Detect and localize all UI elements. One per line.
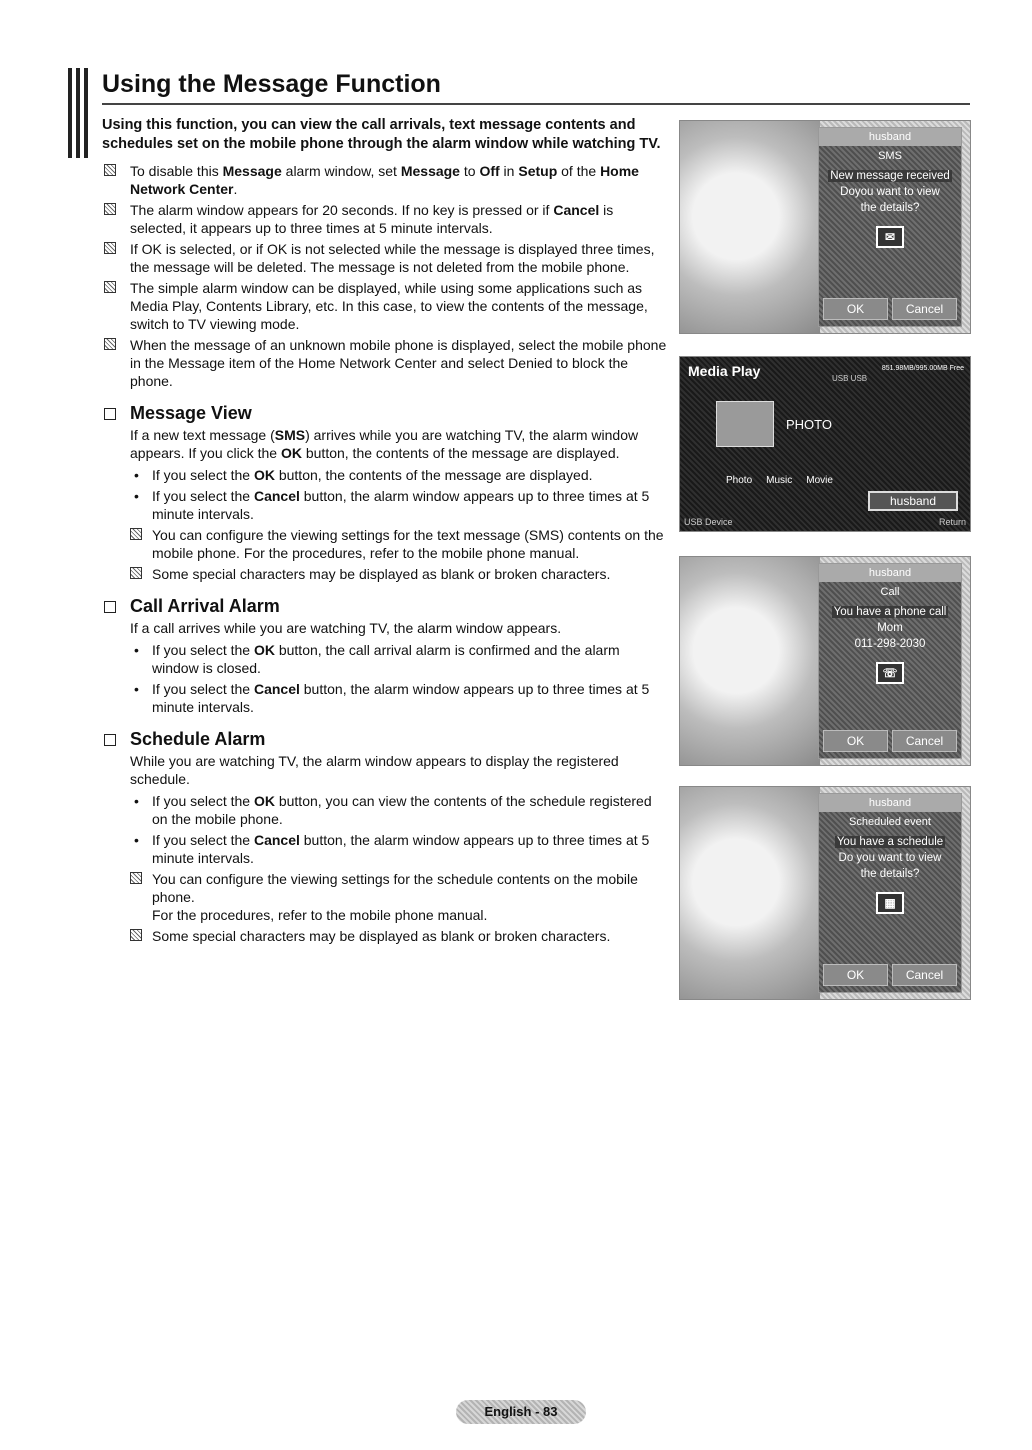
tile-photo[interactable]: Photo [726, 475, 753, 486]
ok-button[interactable]: OK [823, 730, 888, 752]
section-heading: Message View [130, 403, 252, 423]
subnote-list [102, 526, 668, 583]
bullet-list [102, 641, 668, 716]
bullet-item: • If you select the Cancel button, the alarm window appears up to three times at 5 minute intervals. [102, 487, 668, 523]
note-item: The simple alarm window can be displayed, while using some applications such as Media Play, Contents Library, etc. In this case, to view the contents of the message, switch to TV viewing mode. [102, 279, 668, 333]
tile-movie[interactable]: Movie [806, 475, 833, 486]
note-item: When the message of an unknown mobile phone is displayed, select the mobile phone in the Message item of the Home Network Center and select Denied to block the phone. [102, 336, 668, 390]
section-paragraph: While you are watching TV, the alarm window appears to display the registered schedule. [130, 753, 619, 787]
note-item: The alarm window appears for 20 seconds. If no key is pressed or if Cancel is selected, it appears up to three times at 5 minute intervals. [102, 201, 668, 237]
envelope-icon: ✉ [876, 226, 904, 248]
alarm-notification[interactable]: husband [868, 491, 958, 511]
section-call-alarm [102, 597, 668, 716]
main-content [102, 162, 668, 948]
usb-label: USB USB [832, 374, 868, 383]
alarm-title: SMS [878, 150, 902, 162]
checkbox-icon [104, 734, 116, 746]
media-play-title: Media Play [688, 363, 761, 379]
caller-name: husband [819, 794, 961, 812]
note-icon [104, 203, 116, 215]
alarm-message: New message received [830, 170, 950, 182]
bullet-item: • If you select the Cancel button, the alarm window appears up to three times at 5 minute intervals. [102, 680, 668, 716]
section-paragraph: If a new text message (SMS) arrives while you are watching TV, the alarm window appears. If you click the OK button, the contents of the message are displayed. [130, 427, 639, 461]
caller-name: husband [819, 128, 961, 146]
bullet-list [102, 792, 668, 867]
subnote: Some special characters may be displayed as blank or broken characters. [102, 927, 668, 945]
note-icon [130, 872, 142, 884]
section-message-view [102, 404, 668, 583]
background-photo [680, 787, 820, 999]
background-photo [680, 557, 820, 765]
section-paragraph: If a call arrives while you are watching TV, the alarm window appears. [130, 620, 562, 636]
subnote: You can configure the viewing settings for the schedule contents on the mobile phone. For the procedures, refer to the mobile phone manual. [102, 870, 668, 924]
sms-alarm-screenshot [679, 120, 971, 334]
page-title: Using the Message Function [102, 70, 441, 98]
note-icon [104, 338, 116, 350]
call-alarm-screenshot [679, 556, 971, 766]
alarm-title: Call [880, 586, 900, 598]
note-icon [130, 528, 142, 540]
note-icon [104, 242, 116, 254]
note-item: To disable this Message alarm window, set Message to Off in Setup of the Home Network Center. [102, 162, 668, 198]
section-heading: Schedule Alarm [130, 729, 266, 749]
note-item: If OK is selected, or if OK is not selected while the message is displayed three times, the message will be deleted. The message is not deleted from the mobile phone. [102, 240, 668, 276]
cancel-button[interactable]: Cancel [892, 964, 957, 986]
caller-name: husband [819, 564, 961, 582]
alarm-window: husband SMS New message received Doyou want to view the details? ✉ OK Cancel [818, 127, 962, 327]
phone-icon: ☏ [876, 662, 904, 684]
bullet-item: • If you select the OK button, the contents of the message are displayed. [102, 466, 668, 484]
alarm-title: Scheduled event [849, 816, 931, 828]
storage-info: 851.98MB/995.00MB Free [881, 365, 964, 372]
bullet-item: • If you select the Cancel button, the alarm window appears up to three times at 5 minute intervals. [102, 831, 668, 867]
title-decoration [68, 68, 90, 158]
media-play-screenshot [679, 356, 971, 532]
bullet-item: • If you select the OK button, you can view the contents of the schedule registered on the mobile phone. [102, 792, 668, 828]
alarm-message: You have a schedule [836, 836, 944, 848]
section-heading: Call Arrival Alarm [130, 596, 280, 616]
calendar-icon: ▦ [876, 892, 904, 914]
page-number: English - 83 [456, 1400, 586, 1424]
checkbox-icon [104, 601, 116, 613]
note-icon [104, 164, 116, 176]
photo-label: PHOTO [786, 417, 832, 432]
checkbox-icon [104, 408, 116, 420]
note-icon [104, 281, 116, 293]
photo-icon [716, 401, 774, 447]
note-icon [130, 929, 142, 941]
intro-text: Using this function, you can view the call arrivals, text message contents and schedules set on the mobile phone through the alarm window while watching TV. [102, 117, 661, 152]
cancel-button[interactable]: Cancel [892, 298, 957, 320]
cancel-button[interactable]: Cancel [892, 730, 957, 752]
background-photo [680, 121, 820, 333]
alarm-message: You have a phone call [833, 606, 947, 618]
schedule-alarm-screenshot [679, 786, 971, 1000]
footer-device: USB Device [684, 517, 733, 527]
bullet-item: • If you select the OK button, the call arrival alarm is confirmed and the alarm window is closed. [102, 641, 668, 677]
ok-button[interactable]: OK [823, 298, 888, 320]
title-rule [102, 103, 970, 105]
ok-button[interactable]: OK [823, 964, 888, 986]
footer-return[interactable]: Return [938, 517, 966, 527]
note-icon [130, 567, 142, 579]
section-schedule-alarm [102, 730, 668, 945]
notes-list [102, 162, 668, 390]
alarm-window: husband Call You have a phone call Mom 011-298-2030 ☏ OK Cancel [818, 563, 962, 759]
subnote: Some special characters may be displayed as blank or broken characters. [102, 565, 668, 583]
alarm-window: husband Scheduled event You have a schedule Do you want to view the details? ▦ OK Cancel [818, 793, 962, 993]
bullet-list [102, 466, 668, 523]
subnote: You can configure the viewing settings for the text message (SMS) contents on the mobile phone. For the procedures, refer to the mobile phone manual. [102, 526, 668, 562]
tile-music[interactable]: Music [766, 475, 793, 486]
